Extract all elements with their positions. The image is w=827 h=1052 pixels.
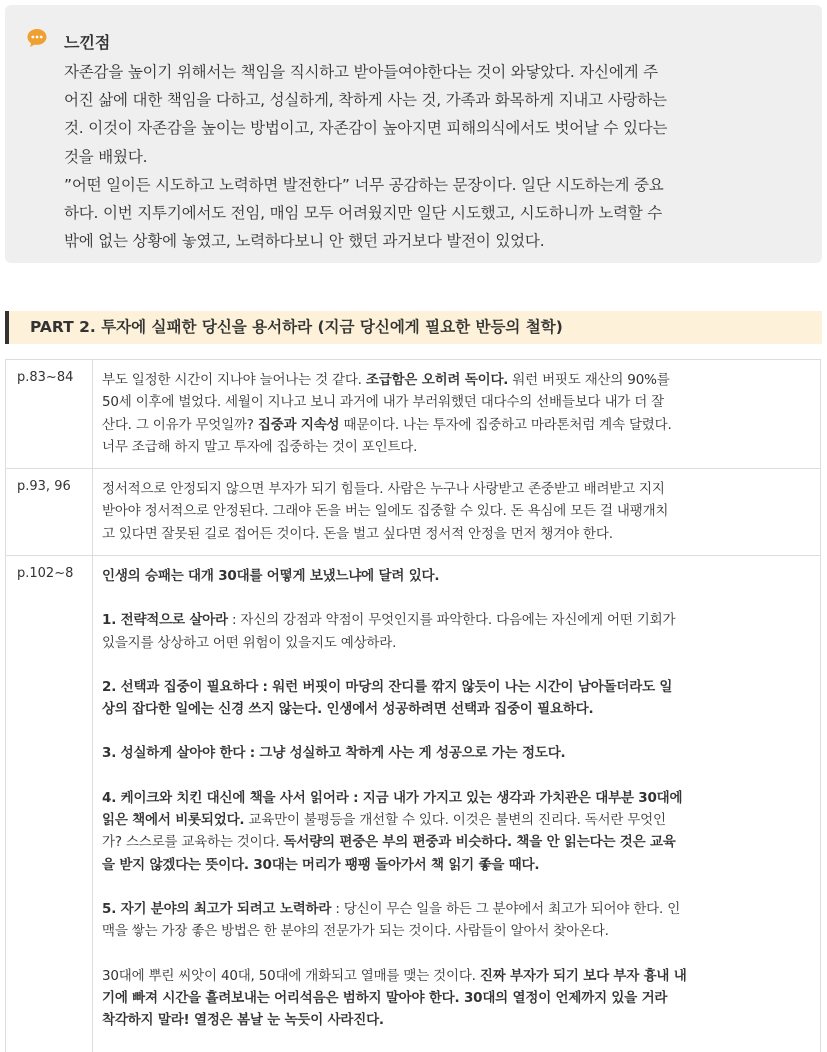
text-span: : 당신이 무슨 일을 하든 그 분야에서 최고가 되어야 한다. 인 (331, 900, 681, 917)
page-ref: p.102~8 (6, 556, 93, 1052)
note-line: 받아야 정서적으로 안정된다. 그래야 돈을 버는 일에도 집중할 수 있다. 돈 욕심에 모든 걸 내팽개치 (102, 503, 669, 520)
feelings-line: 것을 배웠다. (64, 147, 148, 166)
note-text (93, 556, 820, 1052)
feelings-line: 자존감을 높이기 위해서는 책임을 직시하고 받아들여야한다는 것이 와닿았다. 자신에게 주 (64, 63, 658, 81)
bold-span: 조급함은 오히려 독이다. (365, 372, 509, 388)
text-span: 교육만이 불평등을 개선할 수 있다. 이것은 불변의 진리다. 독서란 무엇인 (244, 812, 666, 829)
spacer (102, 587, 812, 609)
note-line (102, 831, 812, 853)
feelings-body (64, 58, 816, 255)
page-ref: p.83~84 (6, 360, 93, 468)
note-line: 2. 선택과 집중이 필요하다 : 워런 버핏이 마당의 잔디를 깎지 않듯이 나는 시간이 남아돌더라도 일 (102, 678, 673, 695)
notes-table (5, 359, 821, 1052)
note-line: 너무 조급해 하지 말고 투자에 집중하는 것이 포인트다. (102, 438, 418, 455)
feelings-box (5, 5, 822, 263)
spacer (102, 654, 812, 676)
spacer (102, 876, 812, 898)
note-line: 기에 빠져 시간을 흘려보내는 어리석음은 범하지 말아야 한다. 30대의 열정이 언제까지 있을 거라 (102, 989, 668, 1006)
bold-span: 독서량의 편중은 부의 편중과 비슷하다. 책을 안 읽는다는 것은 교육 (283, 834, 676, 851)
feelings-line: 밖에 없는 상황에 놓였고, 노력하다보니 안 했던 과거보다 발전이 있었다. (64, 232, 545, 251)
table-row (6, 556, 820, 1052)
note-line: 고 있다면 잘못된 길로 접어든 것이다. 돈을 벌고 싶다면 정서적 안정을 먼저 챙겨야 한다. (102, 525, 613, 542)
note-line (102, 609, 812, 631)
text-span: 산다. 그 이유가 무엇일까? (102, 416, 258, 433)
page-ref: p.93, 96 (6, 469, 93, 555)
text-span: 가? 스스로를 교육하는 것이다. (102, 834, 284, 851)
note-line (102, 809, 812, 831)
feelings-line: 하다. 이번 지투기에서도 전임, 매임 모두 어려웠지만 일단 시도했고, 시도하니까 노력할 수 (64, 204, 663, 223)
bold-span: 진짜 부자가 되기 보다 부자 흉내 내 (479, 967, 687, 984)
note-line: 착각하지 말라! 열정은 봄날 눈 녹듯이 사라진다. (102, 1012, 384, 1029)
feelings-line: 것. 이것이 자존감을 높이는 방법이고, 자존감이 높아지면 피해의식에서도 벗어날 수 있다는 (64, 119, 668, 138)
note-line: 정서적으로 안정되지 않으면 부자가 되기 힘들다. 사람은 누구나 사랑받고 존중받고 배려받고 지지 (102, 481, 665, 497)
note-line: 3. 성실하게 살아야 한다 : 그냥 성실하고 착하게 사는 게 성공으로 가는 정도다. (102, 745, 566, 762)
table-row (6, 469, 820, 556)
feelings-line: 어진 삶에 대한 책임을 다하고, 성실하게, 착하게 사는 것, 가족과 화목하게 지내고 사랑하는 (64, 91, 667, 110)
speech-bubble-icon (26, 27, 48, 49)
text-span: 부도 일정한 시간이 지나야 늘어나는 것 같다. (102, 372, 366, 388)
note-line: 상의 잡다한 일에는 신경 쓰지 않는다. 인생에서 성공하려면 선택과 집중이 필요하다. (102, 701, 594, 718)
feelings-line: ”어떤 일이든 시도하고 노력하면 발전한다” 너무 공감하는 문장이다. 일단 시도하는게 중요 (64, 175, 664, 194)
note-line: 맥을 쌓는 가장 좋은 방법은 한 분야의 전문가가 되는 것이다. 사람들이 알아서 찾아온다. (102, 923, 609, 940)
feelings-title: 느낀점 (64, 33, 111, 52)
part-header: PART 2. 투자에 실패한 당신을 용서하라 (지금 당신에게 필요한 반등의 철학) (5, 311, 822, 344)
bold-span: 1. 전략적으로 살아라 (102, 612, 228, 629)
bold-span: 읽은 책에서 비롯되었다. (102, 812, 245, 829)
text-span: : 자신의 강점과 약점이 무엇인지를 파악한다. 다음에는 자신에게 어떤 기회가 (227, 612, 676, 629)
note-text (93, 360, 820, 468)
note-line: 을 받지 않겠다는 뜻이다. 30대는 머리가 팽팽 돌아가서 책 읽기 좋을 때다. (102, 856, 540, 873)
note-line (102, 965, 812, 987)
text-span: 30대에 뿌린 씨앗이 40대, 50대에 개화되고 열매를 맺는 것이다. (102, 967, 480, 984)
text-span: 워런 버핏도 재산의 90%를 (508, 372, 670, 388)
spacer (102, 943, 812, 965)
table-row (6, 360, 820, 469)
spacer (102, 720, 812, 742)
bold-span: 5. 자기 분야의 최고가 되려고 노력하라 (102, 900, 332, 917)
spacer (102, 765, 812, 787)
bold-span: 집중과 지속성 (257, 416, 340, 433)
note-text (93, 469, 820, 555)
note-line: 4. 케이크와 치킨 대신에 책을 사서 읽어라 : 지금 내가 가지고 있는 생각과 가치관은 대부분 30대에 (102, 789, 683, 806)
note-line: 있을지를 상상하고 어떤 위험이 있을지도 예상하라. (102, 634, 397, 651)
note-line: 인생의 승패는 대개 30대를 어떻게 보냈느냐에 달려 있다. (102, 568, 440, 584)
note-line (102, 414, 812, 436)
note-line: 50세 이후에 벌었다. 세월이 지나고 보니 과거에 내가 부러워했던 대다수의 선배들보다 내가 더 잘 (102, 394, 665, 411)
note-line (102, 369, 812, 391)
text-span: 때문이다. 나는 투자에 집중하고 마라톤처럼 계속 달렸다. (339, 416, 672, 433)
note-line (102, 898, 812, 920)
